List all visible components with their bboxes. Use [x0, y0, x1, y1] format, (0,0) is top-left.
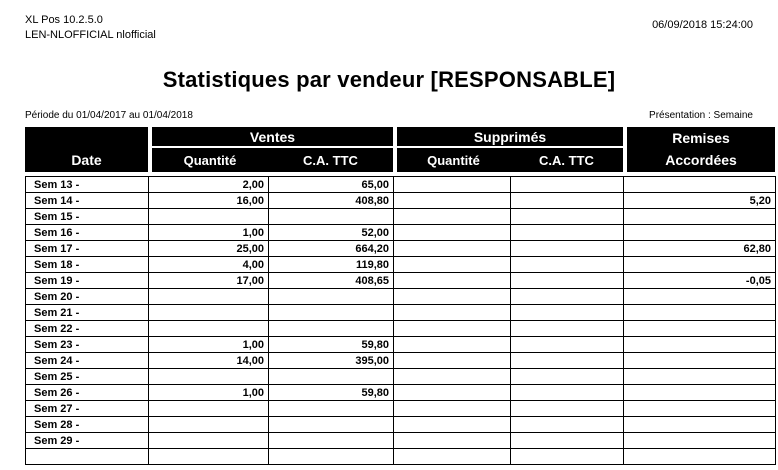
cell-remises-accordees: [624, 177, 776, 193]
cell-ventes-quantite: 1,00: [149, 225, 269, 241]
table-row: [26, 305, 776, 321]
cell-date: Sem 23 -: [26, 337, 149, 353]
cell-supprimes-quantite: [394, 289, 511, 305]
header-date-label: Date: [71, 152, 102, 168]
cell-remises-accordees: [624, 257, 776, 273]
cell-supprimes-ca-ttc: [511, 417, 624, 433]
cell-ventes-ca-ttc: [269, 321, 394, 337]
cell-ventes-quantite: [149, 321, 269, 337]
table-row: [26, 433, 776, 449]
cell-supprimes-quantite: [394, 273, 511, 289]
cell-ventes-ca-ttc: [269, 289, 394, 305]
cell-date: Sem 16 -: [26, 225, 149, 241]
cell-supprimes-ca-ttc: [511, 273, 624, 289]
cell-ventes-ca-ttc: 52,00: [269, 225, 394, 241]
cell-supprimes-ca-ttc: [511, 209, 624, 225]
cell-remises-accordees: [624, 433, 776, 449]
cell-date: Sem 20 -: [26, 289, 149, 305]
table-row: [26, 209, 776, 225]
header-supprimes-label: Supprimés: [473, 128, 547, 145]
cell-remises-accordees: [624, 225, 776, 241]
cell-ventes-quantite: 25,00: [149, 241, 269, 257]
cell-ventes-quantite: [149, 209, 269, 225]
report-datetime: 06/09/2018 15:24:00: [652, 19, 753, 31]
cell-date: Sem 13 -: [26, 177, 149, 193]
cell-ventes-quantite: [149, 401, 269, 417]
cell-supprimes-ca-ttc: [511, 289, 624, 305]
cell-date: Sem 24 -: [26, 353, 149, 369]
period-label: Période du 01/04/2017 au 01/04/2018: [25, 110, 193, 121]
header-supprimes-subrow: [397, 148, 623, 172]
header-group-supprimes: [397, 127, 623, 172]
table-row: [26, 289, 776, 305]
cell-supprimes-ca-ttc: [511, 369, 624, 385]
cell-date: Sem 27 -: [26, 401, 149, 417]
cell-ventes-quantite: [149, 449, 269, 465]
cell-ventes-quantite: 14,00: [149, 353, 269, 369]
cell-ventes-ca-ttc: 395,00: [269, 353, 394, 369]
cell-supprimes-quantite: [394, 209, 511, 225]
cell-ventes-quantite: 2,00: [149, 177, 269, 193]
cell-date: Sem 22 -: [26, 321, 149, 337]
cell-remises-accordees: [624, 353, 776, 369]
cell-date: Sem 28 -: [26, 417, 149, 433]
cell-supprimes-ca-ttc: [511, 401, 624, 417]
table-body: [26, 177, 776, 465]
header-ventes-label: Ventes: [249, 128, 296, 145]
header-date-spacer: [25, 127, 148, 148]
table-row: [26, 177, 776, 193]
cell-supprimes-ca-ttc: [511, 337, 624, 353]
table-row: [26, 417, 776, 433]
cell-ventes-quantite: 1,00: [149, 385, 269, 401]
cell-supprimes-quantite: [394, 241, 511, 257]
cell-date: Sem 25 -: [26, 369, 149, 385]
cell-supprimes-quantite: [394, 433, 511, 449]
cell-date: [26, 449, 149, 465]
cell-supprimes-quantite: [394, 321, 511, 337]
table-row: [26, 225, 776, 241]
cell-ventes-ca-ttc: 59,80: [269, 337, 394, 353]
table-row: [26, 193, 776, 209]
app-station-user: LEN-NLOFFICIAL nlofficial: [25, 29, 156, 41]
cell-ventes-quantite: 16,00: [149, 193, 269, 209]
table-row: [26, 241, 776, 257]
cell-ventes-ca-ttc: 408,65: [269, 273, 394, 289]
table-row: [26, 257, 776, 273]
cell-remises-accordees: [624, 305, 776, 321]
table-row: [26, 321, 776, 337]
cell-supprimes-quantite: [394, 305, 511, 321]
cell-remises-accordees: [624, 449, 776, 465]
cell-ventes-quantite: [149, 417, 269, 433]
cell-supprimes-quantite: [394, 417, 511, 433]
cell-ventes-ca-ttc: [269, 401, 394, 417]
cell-ventes-ca-ttc: [269, 449, 394, 465]
cell-supprimes-quantite: [394, 449, 511, 465]
header-group-remises: [627, 127, 775, 172]
cell-remises-accordees: [624, 369, 776, 385]
header-remises-label: Remises: [672, 129, 730, 146]
header-supprimes-ca-ttc: C.A. TTC: [539, 152, 594, 168]
header-ventes-ca-ttc: C.A. TTC: [303, 152, 358, 168]
cell-ventes-ca-ttc: [269, 369, 394, 385]
cell-date: Sem 21 -: [26, 305, 149, 321]
cell-supprimes-ca-ttc: [511, 257, 624, 273]
cell-ventes-ca-ttc: 59,80: [269, 385, 394, 401]
table-row: [26, 273, 776, 289]
cell-date: Sem 14 -: [26, 193, 149, 209]
cell-ventes-quantite: [149, 369, 269, 385]
cell-ventes-quantite: [149, 433, 269, 449]
cell-date: Sem 26 -: [26, 385, 149, 401]
cell-ventes-ca-ttc: 119,80: [269, 257, 394, 273]
header-date-cell: [25, 127, 148, 172]
table-row: [26, 353, 776, 369]
cell-remises-accordees: -0,05: [624, 273, 776, 289]
cell-supprimes-quantite: [394, 353, 511, 369]
cell-supprimes-ca-ttc: [511, 305, 624, 321]
cell-ventes-ca-ttc: [269, 209, 394, 225]
header-accordees-label: Accordées: [665, 152, 737, 168]
cell-ventes-quantite: [149, 305, 269, 321]
cell-supprimes-ca-ttc: [511, 353, 624, 369]
cell-ventes-ca-ttc: 408,80: [269, 193, 394, 209]
cell-remises-accordees: [624, 417, 776, 433]
app-info: [25, 13, 156, 43]
cell-supprimes-ca-ttc: [511, 385, 624, 401]
cell-date: Sem 29 -: [26, 433, 149, 449]
cell-supprimes-quantite: [394, 193, 511, 209]
table-row: [26, 369, 776, 385]
header-group-ventes: [152, 127, 393, 172]
cell-supprimes-ca-ttc: [511, 225, 624, 241]
cell-supprimes-ca-ttc: [511, 321, 624, 337]
cell-ventes-ca-ttc: [269, 433, 394, 449]
cell-remises-accordees: [624, 385, 776, 401]
cell-supprimes-quantite: [394, 337, 511, 353]
cell-date: Sem 18 -: [26, 257, 149, 273]
app-product-version: XL Pos 10.2.5.0: [25, 14, 103, 26]
cell-supprimes-quantite: [394, 225, 511, 241]
cell-ventes-quantite: [149, 289, 269, 305]
cell-remises-accordees: [624, 209, 776, 225]
cell-date: Sem 15 -: [26, 209, 149, 225]
cell-supprimes-ca-ttc: [511, 449, 624, 465]
header-ventes-subrow: [152, 148, 393, 172]
cell-supprimes-ca-ttc: [511, 177, 624, 193]
cell-supprimes-quantite: [394, 401, 511, 417]
cell-remises-accordees: 5,20: [624, 193, 776, 209]
statistics-table: [25, 176, 776, 465]
cell-remises-accordees: [624, 337, 776, 353]
cell-supprimes-ca-ttc: [511, 241, 624, 257]
table-row: [26, 449, 776, 465]
cell-date: Sem 19 -: [26, 273, 149, 289]
cell-date: Sem 17 -: [26, 241, 149, 257]
table-row: [26, 401, 776, 417]
cell-supprimes-quantite: [394, 177, 511, 193]
cell-ventes-ca-ttc: [269, 305, 394, 321]
cell-remises-accordees: [624, 321, 776, 337]
cell-ventes-ca-ttc: [269, 417, 394, 433]
cell-supprimes-quantite: [394, 369, 511, 385]
cell-supprimes-ca-ttc: [511, 433, 624, 449]
report-title: Statistiques par vendeur [RESPONSABLE]: [162, 67, 616, 92]
cell-ventes-quantite: 4,00: [149, 257, 269, 273]
header-supprimes-quantite: Quantité: [427, 152, 480, 168]
cell-ventes-ca-ttc: 65,00: [269, 177, 394, 193]
cell-ventes-ca-ttc: 664,20: [269, 241, 394, 257]
presentation-label: Présentation : Semaine: [649, 110, 753, 121]
cell-supprimes-ca-ttc: [511, 193, 624, 209]
cell-remises-accordees: [624, 289, 776, 305]
header-ventes-quantite: Quantité: [183, 152, 237, 168]
cell-ventes-quantite: 1,00: [149, 337, 269, 353]
cell-remises-accordees: 62,80: [624, 241, 776, 257]
cell-remises-accordees: [624, 401, 776, 417]
table-row: [26, 337, 776, 353]
cell-supprimes-quantite: [394, 257, 511, 273]
table-header: [25, 127, 775, 172]
cell-ventes-quantite: 17,00: [149, 273, 269, 289]
cell-supprimes-quantite: [394, 385, 511, 401]
table-row: [26, 385, 776, 401]
